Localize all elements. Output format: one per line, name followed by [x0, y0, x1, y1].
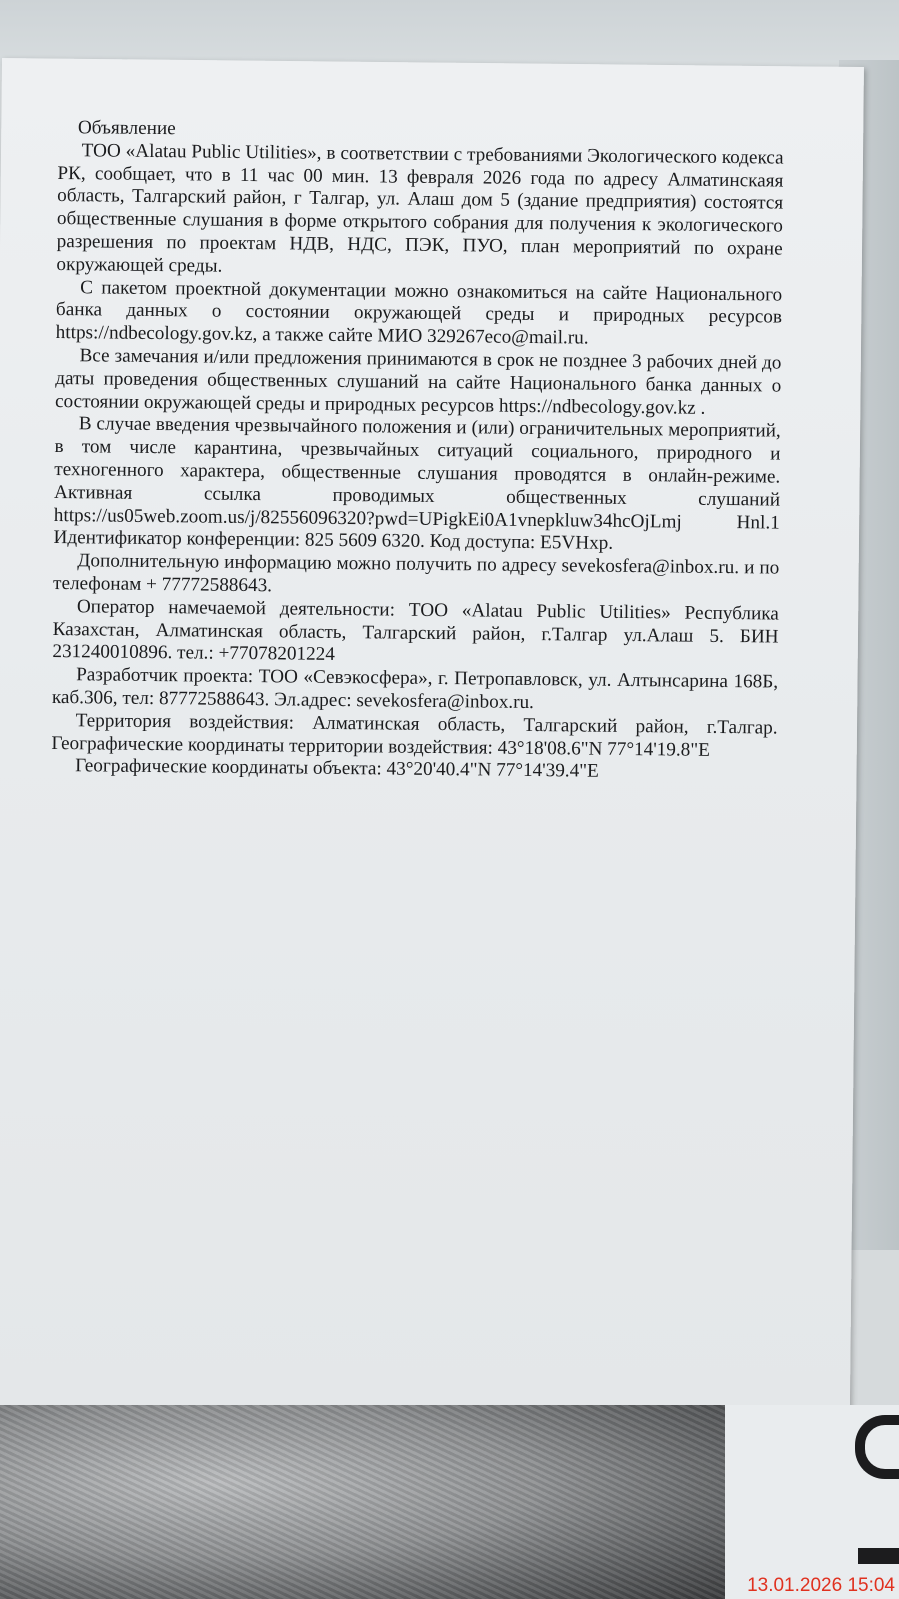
paragraph-developer: Разработчик проекта: ТОО «Севэкосфера», г. Петропавловск, ул. Алтынсарина 168Б, каб.306, тел: 87772588643. Эл.адрес: sevekosfera@inbox.ru. [51, 664, 779, 713]
paragraph-operator: Оператор намечаемой деятельности: ТОО «Alatau Public Utilities» Республика Казахстан, Алматинская область, Талгарский район, г.Талгар ул.Алаш 5. БИН 231240010896. тел.: +77078201224 [52, 595, 779, 666]
paragraph-comments: Все замечания и/или предложения принимаются в срок не позднее 3 рабочих дней до даты проведения общественных слушаний на сайте Национального банка данных о состоянии окружающей среды и природных ресурсов https://ndbecology.gov.kz . [54, 345, 782, 419]
photo-timestamp: 13.01.2026 15:04 [747, 1575, 895, 1596]
rope-coil-photo [0, 1405, 725, 1599]
announcement-title: Объявление [77, 117, 176, 140]
paragraph-territory: Территория воздействия: Алматинская область, Талгарский район, г.Талгар. Географические координаты территории воздействия: 43°18'08.6"N 77°14'19.8"E [51, 709, 778, 761]
sign-bar-shape [858, 1548, 899, 1564]
paragraph-additional-info: Дополнительную информацию можно получить по адресу sevekosfera@inbox.ru. и по телефонам + 77772588643. [53, 550, 780, 597]
paragraph-object-coordinates: Географические координаты объекта: 43°20'40.4"N 77°14'39.4"E [75, 755, 599, 783]
paragraph-hearing-notice: ТОО «Alatau Public Utilities», в соответствии с требованиями Экологического кодекса РК, сообщает, что в 11 час 00 мин. 13 февраля 2026 года по адресу Алматинскаяя область, Талгарский район, г Талгар, ул. Алаш дом 5 (здание предприятия) состоятся общественные слушания в форме открытого собрания для получения к экологического разрешения по проектам НДВ, НДС, ПЭК, ПУО, план мероприятий по охране окружающей среды. [56, 140, 784, 277]
paragraph-online-mode: В случае введения чрезвычайного положения и (или) ограничительных мероприятий, в том числе карантина, чрезвычайных ситуаций социального, природного и техногенного характера, общественные слушания проводятся в онлайн-режиме. Активная ссылка проводимых общественных слушаний https://us05web.zoom.us/j/82556096320?pwd=UPigkEi0A1vnepkluw34hcOjLmj Hnl.1 Идентификатор конференции: 825 5609 6320. Код доступа: E5VHxp. [53, 413, 781, 555]
paragraph-documentation: С пакетом проектной документации можно ознакомиться на сайте Национального банка данных о состоянии окружающей среды и природных ресурсов https://ndbecology.gov.kz, а также сайте МИО 329267eco@mail.ru. [55, 276, 783, 349]
announcement-text [51, 117, 784, 786]
